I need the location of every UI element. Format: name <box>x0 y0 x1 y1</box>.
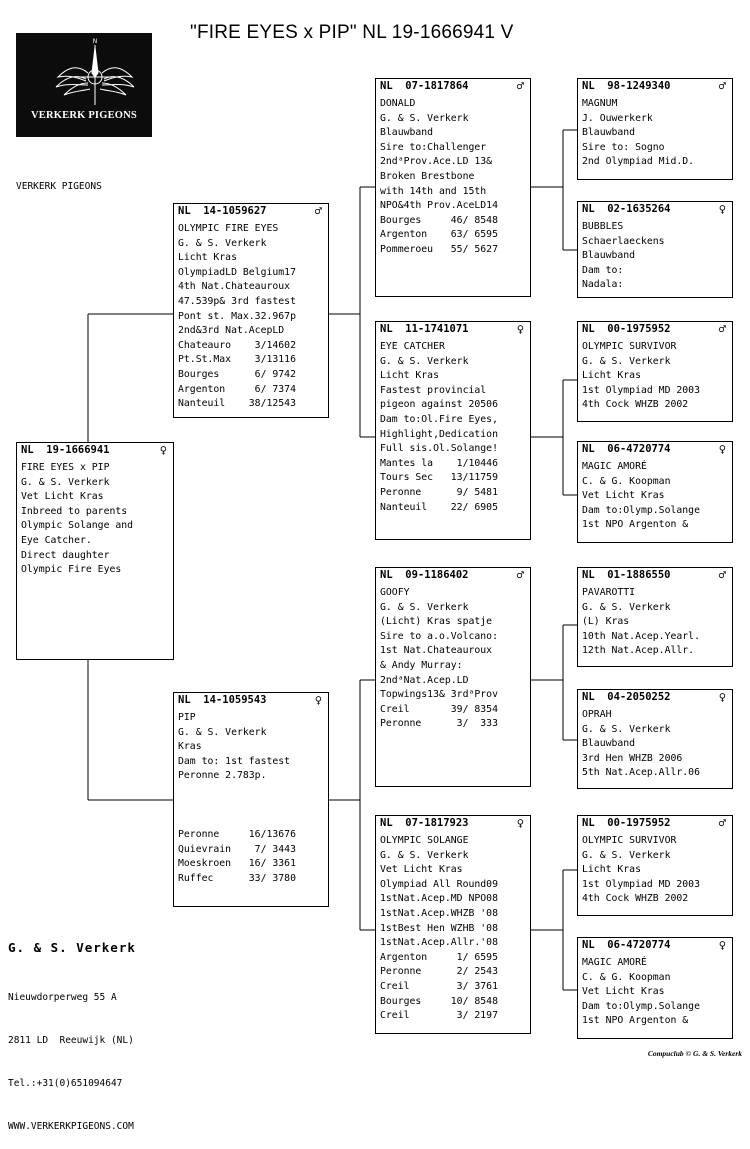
footer-credit: Compuclub © G. & S. Verkerk <box>647 1049 742 1058</box>
phone-line: Tel.:+31(0)651094647 <box>8 1078 123 1090</box>
info-line: G. & S. Verkerk <box>582 601 671 613</box>
info-line: Sire to a.o.Volcano: <box>380 630 498 642</box>
pigeon-info <box>582 97 730 170</box>
result-line: Bourges 46/ 8548 <box>380 214 498 226</box>
info-line: G. & S. Verkerk <box>178 237 267 249</box>
pigeon-info <box>582 956 730 1029</box>
pigeon-card-dsd[interactable] <box>577 689 733 789</box>
ring-number: NL 98-1249340 <box>582 80 671 92</box>
info-line: 2ndᵃProv.Ace.LD 13& <box>380 156 493 168</box>
result-line: Creil 3/ 2197 <box>380 1010 498 1022</box>
result-line: Mantes la 1/10446 <box>380 457 498 469</box>
info-line: Dam to:Ol.Fire Eyes, <box>380 413 498 425</box>
info-line: C. & G. Koopman <box>582 971 671 983</box>
info-line: Eye Catcher. <box>21 534 92 546</box>
info-line: G. & S. Verkerk <box>380 601 469 613</box>
result-line: Ruffec 33/ 3780 <box>178 872 296 884</box>
pigeon-info <box>178 222 326 412</box>
result-line: Argenton 6/ 7374 <box>178 383 296 395</box>
info-line: 1st NPO Argenton & <box>582 1015 689 1027</box>
info-line: Broken Brestbone <box>380 170 475 182</box>
info-line: 2ndᵃNat.Acep.LD <box>380 674 469 686</box>
info-line: 12th Nat.Acep.Allr. <box>582 645 695 657</box>
info-line: Full sis.Ol.Solange! <box>380 443 498 455</box>
info-line: Kras <box>178 741 202 753</box>
info-line: Nadala: <box>582 279 624 291</box>
info-line: OlympiadLD Belgium17 <box>178 266 296 278</box>
male-icon: ♂ <box>718 816 726 830</box>
address-line: 2811 LD Reeuwijk (NL) <box>8 1035 134 1047</box>
pigeon-card-ssd[interactable] <box>577 201 733 298</box>
info-line: PIP <box>178 712 196 723</box>
owner-address <box>8 962 134 1149</box>
info-line: 1st Nat.Chateauroux <box>380 645 493 657</box>
info-line: G. & S. Verkerk <box>582 849 671 861</box>
pigeon-card-sds[interactable] <box>577 321 733 422</box>
pigeon-info <box>178 711 326 784</box>
info-line: Vet Licht Kras <box>380 864 463 876</box>
logo-text: VERKERK PIGEONS <box>31 110 137 121</box>
info-line: OPRAH <box>582 709 612 720</box>
info-line: 4th Cock WHZB 2002 <box>582 399 689 411</box>
result-line: Creil 39/ 8354 <box>380 703 498 715</box>
result-line: Pommeroeu 55/ 5627 <box>380 243 498 255</box>
info-line: Dam to:Olymp.Solange <box>582 1000 700 1012</box>
female-icon: ♀ <box>718 202 726 216</box>
info-line: C. & G. Koopman <box>582 475 671 487</box>
info-line: 1stBest Hen WZHB '08 <box>380 922 498 934</box>
pigeon-card-dam[interactable] <box>173 692 329 907</box>
pigeon-card-dam-sire[interactable] <box>375 567 531 787</box>
female-icon: ♀ <box>718 442 726 456</box>
pigeon-card-sire-sire[interactable] <box>375 78 531 297</box>
info-line: 10th Nat.Acep.Yearl. <box>582 630 700 642</box>
pigeon-info <box>582 340 730 413</box>
male-icon: ♂ <box>718 322 726 336</box>
info-line: PAVAROTTI <box>582 587 636 598</box>
male-icon: ♂ <box>516 568 524 582</box>
pigeon-card-ddd[interactable] <box>577 937 733 1039</box>
pigeon-info <box>582 834 730 907</box>
result-line: Peronne 2/ 2543 <box>380 966 498 978</box>
info-line: G. & S. Verkerk <box>21 476 110 488</box>
info-line: Olympic Solange and <box>21 520 134 532</box>
info-line: G. & S. Verkerk <box>178 726 267 738</box>
info-line: (L) Kras <box>582 616 630 628</box>
info-line: Blauwband <box>582 127 636 139</box>
ring-number: NL 01-1886550 <box>582 569 671 581</box>
pigeon-results <box>178 828 326 886</box>
info-line: Dam to: 1st fastest <box>178 755 291 767</box>
result-line: Argenton 63/ 6595 <box>380 229 498 241</box>
ring-number: NL 06-4720774 <box>582 939 671 951</box>
pigeon-info <box>380 340 528 515</box>
info-line: Peronne 2.783p. <box>178 770 267 782</box>
info-line: Sire to:Challenger <box>380 141 487 153</box>
info-line: (Licht) Kras spatje <box>380 616 493 628</box>
info-line: 2nd&3rd Nat.AcepLD <box>178 325 285 337</box>
pigeon-card-subject[interactable] <box>16 442 174 660</box>
info-line: Licht Kras <box>178 252 237 264</box>
pigeon-info <box>582 460 730 533</box>
pigeon-info <box>380 97 528 258</box>
ring-number: NL 19-1666941 <box>21 444 110 456</box>
female-icon: ♀ <box>516 322 524 336</box>
info-line: MAGIC AMORÉ <box>582 461 647 472</box>
info-line: FIRE EYES x PIP <box>21 462 110 473</box>
info-line: 1stNat.Acep.Allr.'08 <box>380 937 498 949</box>
female-icon: ♀ <box>516 816 524 830</box>
info-line: 2nd Olympiad Mid.D. <box>582 156 695 168</box>
info-line: Licht Kras <box>380 370 439 382</box>
info-line: Blauwband <box>582 738 636 750</box>
address-line: Nieuwdorperweg 55 A <box>8 991 117 1003</box>
info-line: OLYMPIC FIRE EYES <box>178 223 279 234</box>
info-line: G. & S. Verkerk <box>582 723 671 735</box>
info-line: BUBBLES <box>582 221 624 232</box>
info-line: MAGNUM <box>582 98 618 109</box>
info-line: 1st Olympiad MD 2003 <box>582 384 700 396</box>
info-line: 4th Nat.Chateauroux <box>178 281 291 293</box>
result-line: Tours Sec 13/11759 <box>380 472 498 484</box>
info-line: Vet Licht Kras <box>21 491 104 503</box>
info-line: G. & S. Verkerk <box>380 112 469 124</box>
info-line: Schaerlaeckens <box>582 235 665 247</box>
result-line: Creil 3/ 3761 <box>380 980 498 992</box>
result-line: Peronne 16/13676 <box>178 829 296 840</box>
info-line: OLYMPIC SURVIVOR <box>582 835 677 846</box>
svg-text:N: N <box>92 38 98 45</box>
pigeon-info <box>582 220 730 293</box>
info-line: DONALD <box>380 98 416 109</box>
result-line: Quievrain 7/ 3443 <box>178 843 296 855</box>
result-line: Bourges 10/ 8548 <box>380 995 498 1007</box>
info-line: Blauwband <box>380 127 434 139</box>
info-line: G. & S. Verkerk <box>582 355 671 367</box>
info-line: with 14th and 15th <box>380 185 487 197</box>
ring-number: NL 06-4720774 <box>582 443 671 455</box>
owner-name: G. & S. Verkerk <box>8 940 136 955</box>
info-line: NPO&4th Prov.AceLD14 <box>380 200 498 212</box>
info-line: Sire to: Sogno <box>582 141 665 153</box>
pigeon-card-dds[interactable] <box>577 815 733 916</box>
pedigree-title: "FIRE EYES x PIP" NL 19-1666941 V <box>190 22 514 43</box>
info-line: G. & S. Verkerk <box>380 849 469 861</box>
info-line: pigeon against 20506 <box>380 399 498 411</box>
result-line: Nanteuil 38/12543 <box>178 398 296 410</box>
info-line: 1stNat.Acep.WHZB '08 <box>380 907 498 919</box>
info-line: Licht Kras <box>582 864 641 876</box>
ring-number: NL 07-1817923 <box>380 817 469 829</box>
ring-number: NL 00-1975952 <box>582 323 671 335</box>
info-line: 4th Cock WHZB 2002 <box>582 893 689 905</box>
info-line: G. & S. Verkerk <box>380 355 469 367</box>
ring-number: NL 07-1817864 <box>380 80 469 92</box>
ring-number: NL 11-1741071 <box>380 323 469 335</box>
info-line: J. Ouwerkerk <box>582 112 653 124</box>
result-line: Bourges 6/ 9742 <box>178 368 296 380</box>
info-line: Highlight,Dedication <box>380 428 498 440</box>
info-line: Dam to: <box>582 264 624 276</box>
info-line: Topwings13& 3rdᵃProv <box>380 689 498 701</box>
info-line: Olympic Fire Eyes <box>21 564 122 576</box>
pigeon-card-dss[interactable] <box>577 567 733 667</box>
pigeon-info <box>380 834 528 1024</box>
result-line: Argenton 1/ 6595 <box>380 951 498 963</box>
male-icon: ♂ <box>718 568 726 582</box>
pigeon-card-sire[interactable] <box>173 203 329 418</box>
info-line: Licht Kras <box>582 370 641 382</box>
ring-number: NL 14-1059543 <box>178 694 267 706</box>
info-line: Direct daughter <box>21 549 110 561</box>
pigeon-info <box>21 461 171 578</box>
info-line: 47.539p& 3rd fastest <box>178 295 296 307</box>
result-line: Moeskroen 16/ 3361 <box>178 858 296 870</box>
info-line: & Andy Murray: <box>380 659 463 671</box>
pigeon-card-sdd[interactable] <box>577 441 733 543</box>
brand-caption: VERKERK PIGEONS <box>16 181 102 192</box>
female-icon: ♀ <box>718 938 726 952</box>
info-line: Dam to:Olymp.Solange <box>582 504 700 516</box>
female-icon: ♀ <box>314 693 322 707</box>
info-line: GOOFY <box>380 587 410 598</box>
female-icon: ♀ <box>159 443 167 457</box>
info-line: EYE CATCHER <box>380 341 445 352</box>
info-line: 1stNat.Acep.MD NPO08 <box>380 893 498 905</box>
pigeon-info <box>582 586 730 659</box>
pigeon-card-sss[interactable] <box>577 78 733 180</box>
male-icon: ♂ <box>314 204 322 218</box>
result-line: Chateauro 3/14602 <box>178 339 296 351</box>
info-line: 1st NPO Argenton & <box>582 519 689 531</box>
result-line: Nanteuil 22/ 6905 <box>380 501 498 513</box>
ring-number: NL 09-1186402 <box>380 569 469 581</box>
info-line: Vet Licht Kras <box>582 986 665 998</box>
pigeon-info <box>380 586 528 732</box>
female-icon: ♀ <box>718 690 726 704</box>
result-line: Peronne 9/ 5481 <box>380 486 498 498</box>
info-line: Fastest provincial <box>380 384 487 396</box>
pigeon-card-dam-dam[interactable] <box>375 815 531 1034</box>
male-icon: ♂ <box>718 79 726 93</box>
ring-number: NL 02-1635264 <box>582 203 671 215</box>
result-line: Pt.St.Max 3/13116 <box>178 354 296 366</box>
info-line: 3rd Hen WHZB 2006 <box>582 752 683 764</box>
info-line: OLYMPIC SURVIVOR <box>582 341 677 352</box>
info-line: Blauwband <box>582 250 636 262</box>
pigeon-info <box>582 708 730 781</box>
info-line: Vet Licht Kras <box>582 490 665 502</box>
info-line: Inbreed to parents <box>21 505 128 517</box>
info-line: Olympiad All Round09 <box>380 878 498 890</box>
info-line: 1st Olympiad MD 2003 <box>582 878 700 890</box>
ring-number: NL 14-1059627 <box>178 205 267 217</box>
info-line: Pont st. Max.32.967p <box>178 310 296 322</box>
info-line: 5th Nat.Acep.Allr.06 <box>582 767 700 779</box>
ring-number: NL 00-1975952 <box>582 817 671 829</box>
info-line: OLYMPIC SOLANGE <box>380 835 469 846</box>
result-line: Peronne 3/ 333 <box>380 718 498 730</box>
pigeon-card-sire-dam[interactable] <box>375 321 531 540</box>
male-icon: ♂ <box>516 79 524 93</box>
ring-number: NL 04-2050252 <box>582 691 671 703</box>
info-line: MAGIC AMORÉ <box>582 957 647 968</box>
website-link[interactable]: WWW.VERKERKPIGEONS.COM <box>8 1121 134 1133</box>
